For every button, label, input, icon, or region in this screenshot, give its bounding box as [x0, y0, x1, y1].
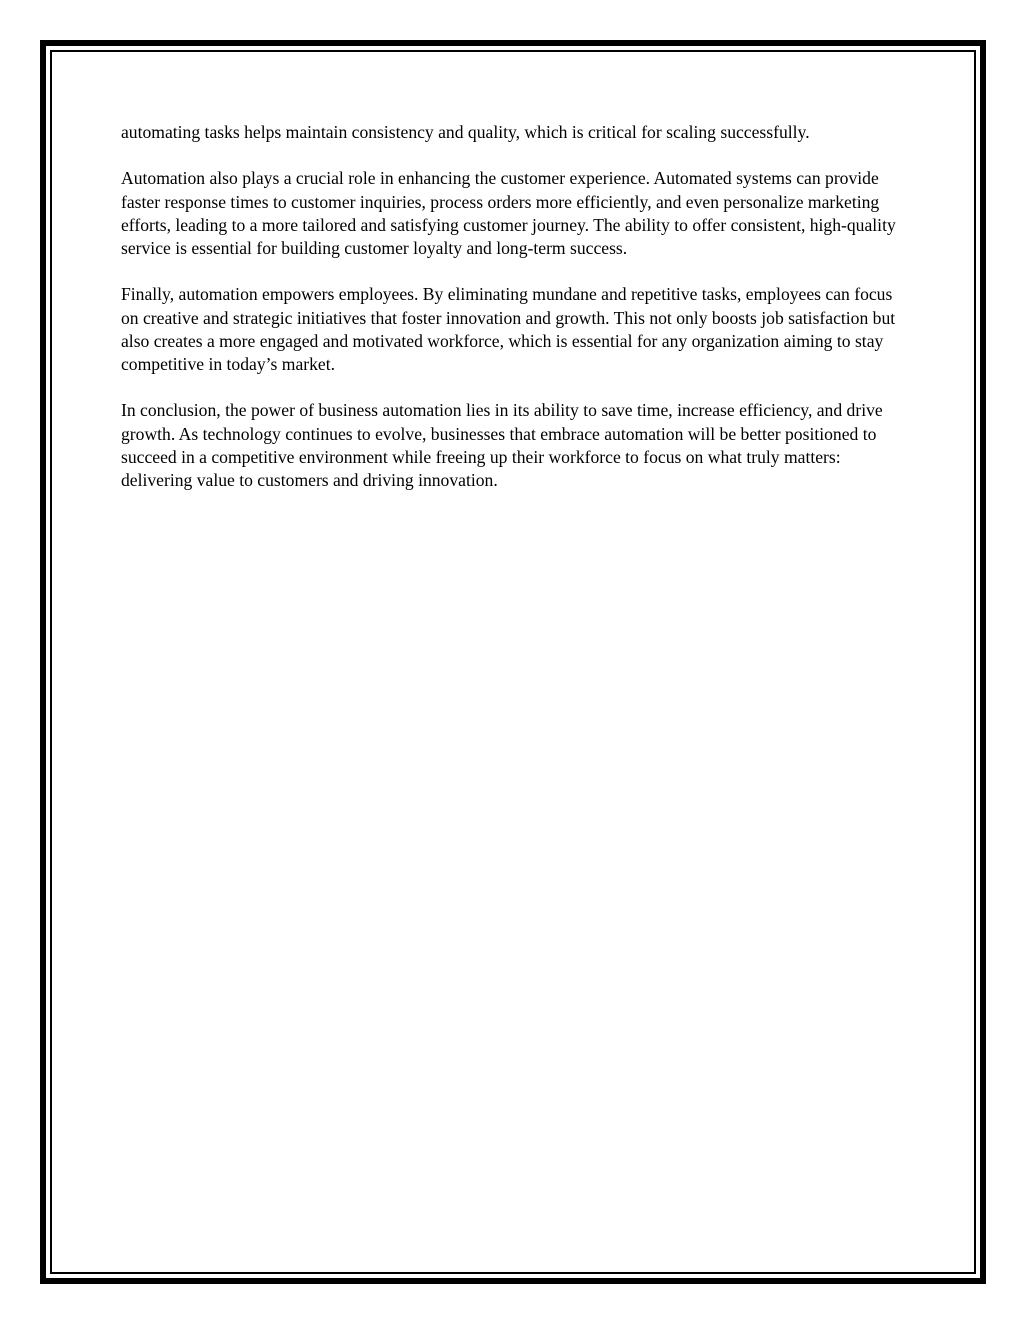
paragraph-scaling: automating tasks helps maintain consistency and quality, which is critical for scaling successfully. [121, 122, 810, 142]
paragraph-customer-experience: Automation also plays a crucial role in enhancing the customer experience. Automated systems can provide faster response times to customer inquiries, process orders more efficiently, and even personalize marketing efforts, leading to a more tailored and satisfying customer journey. The ability to offer consistent, high-quality service is essential for building customer loyalty and long-term success. [121, 168, 896, 258]
document-body [121, 121, 911, 492]
paragraph-conclusion: In conclusion, the power of business automation lies in its ability to save time, increase efficiency, and drive growth. As technology continues to evolve, businesses that embrace automation will be better positioned to succeed in a competitive environment while freeing up their workforce to focus on what truly matters: delivering value to customers and driving innovation. [121, 400, 883, 490]
paragraph-employees: Finally, automation empowers employees. By eliminating mundane and repetitive tasks, employees can focus on creative and strategic initiatives that foster innovation and growth. This not only boosts job satisfaction but also creates a more engaged and motivated workforce, which is essential for any organization aiming to stay competitive in today’s market. [121, 284, 896, 374]
